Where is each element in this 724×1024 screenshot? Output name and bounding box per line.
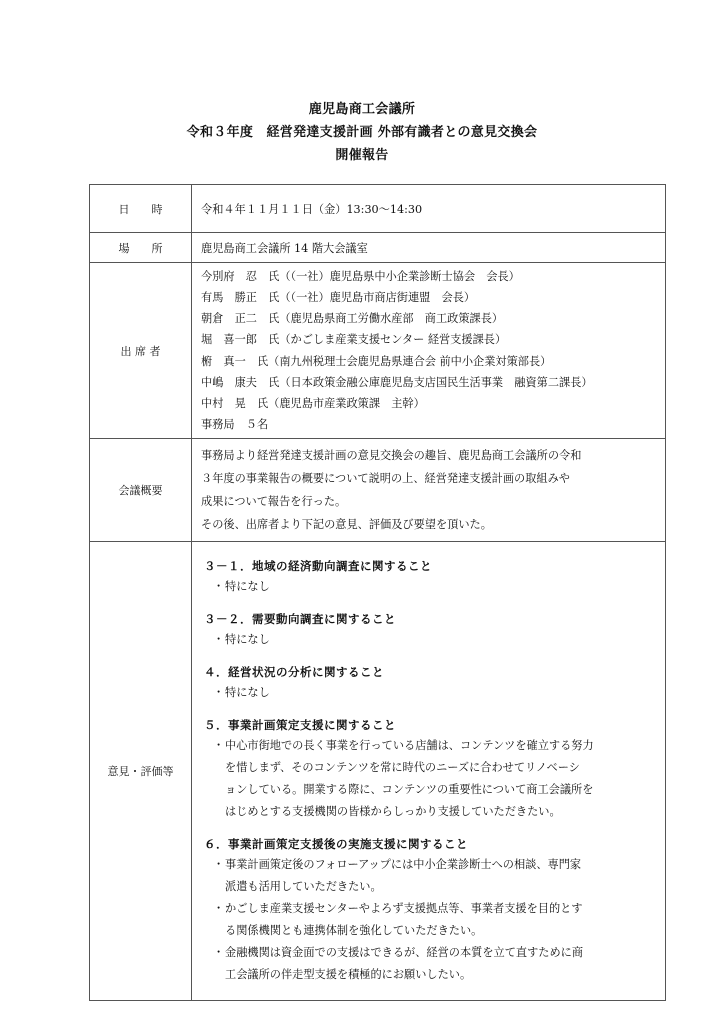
attendee-line: 今別府 忍 氏（（一社）鹿児島県中小企業診断士協会 会長） [201, 269, 520, 283]
summary-text [192, 439, 666, 542]
place-value: 鹿児島商工会議所 14 階大会議室 [192, 233, 666, 263]
summary-row [90, 439, 666, 542]
opinion-text-line: 特になし [225, 633, 270, 646]
summary-line: 成果について報告を行った。 [201, 495, 347, 508]
report-title: 令和３年度 経営発達支援計画 外部有識者との意見交換会 [186, 125, 538, 140]
opinion-item [201, 576, 661, 598]
opinion-text-line: ョンしている。開業する際に、コンテンツの重要性について商工会議所を [225, 783, 594, 796]
opinion-text-line: 事業計画策定後のフォローアップには中小企業診断士への相談、専門家 [225, 858, 582, 871]
opinion-text-line: る関係機関とも連携体制を強化していただきたい。 [225, 924, 483, 937]
opinion-section [201, 556, 661, 598]
attendee-line: 中村 晃 氏（鹿児島市産業政策課 主幹） [201, 396, 425, 410]
section-heading: ６．事業計画策定支援後の実施支援に関すること [204, 837, 468, 851]
opinion-sections [201, 545, 661, 986]
bullet-marker: ・ [213, 580, 225, 593]
summary-line: その後、出席者より下記の意見、評価及び要望を頂いた。 [201, 518, 492, 531]
opinion-item [201, 854, 661, 898]
date-value: 令和４年１１月１１日（金）13:30〜14:30 [192, 185, 666, 233]
section-heading: ３－１．地域の経済動向調査に関すること [204, 559, 432, 573]
opinion-text-line: はじめとする支援機関の皆様からしっかり支援していただきたい。 [225, 805, 561, 818]
opinion-item [201, 682, 661, 704]
opinion-item-text [225, 576, 655, 598]
opinion-text-line: 特になし [225, 686, 270, 699]
report-table [89, 184, 666, 1001]
attendees-row [90, 263, 666, 439]
section-heading: ３－２．需要動向調査に関すること [204, 612, 396, 626]
bullet-marker: ・ [213, 902, 225, 915]
attendee-line: 椨 真一 氏（南九州税理士会鹿児島県連合会 前中小企業対策部長） [201, 354, 552, 368]
attendee-line: 朝倉 正二 氏（鹿児島県商工労働水産部 商工政策課長） [201, 312, 504, 326]
date-row [90, 185, 666, 233]
attendees-label: 出 席 者 [90, 263, 192, 439]
section-heading: ４．経営状況の分析に関すること [204, 665, 384, 679]
bullet-marker: ・ [213, 633, 225, 646]
opinion-item-text [225, 735, 655, 823]
attendees-list [192, 263, 666, 439]
opinion-item [201, 735, 661, 823]
place-label: 場 所 [90, 233, 192, 263]
opinion-item-text [225, 898, 655, 942]
attendee-line: 堀 喜一郎 氏（かごしま産業支援センター 経営支援課長） [201, 333, 507, 347]
report-subtitle: 開催報告 [335, 148, 389, 163]
opinion-text-line: 派遣も活用していただきたい。 [225, 880, 382, 893]
section-heading: ５．事業計画策定支援に関すること [204, 718, 396, 732]
opinion-item [201, 898, 661, 942]
opinion-item-text [225, 942, 655, 986]
summary-label: 会議概要 [90, 439, 192, 542]
attendee-line: 中嶋 康夫 氏（日本政策金融公庫鹿児島支店国民生活事業 融資第二課長） [201, 375, 593, 389]
opinion-section [201, 609, 661, 651]
opinion-text-line: 金融機関は資金面での支援はできるが、経営の本質を立て直すために商 [225, 946, 584, 959]
opinion-text-line: を惜しまず、そのコンテンツを常に時代のニーズに合わせてリノベーシ [225, 761, 580, 774]
report-header [0, 98, 724, 167]
organization-name: 鹿児島商工会議所 [308, 102, 416, 117]
bullet-marker: ・ [213, 739, 225, 752]
attendee-line: 事務局 ５名 [201, 418, 269, 432]
opinion-item-text [225, 854, 655, 898]
opinion-section [201, 834, 661, 986]
opinions-content [192, 542, 666, 1001]
attendee-line: 有馬 勝正 氏（（一社）鹿児島市商店街連盟 会長） [201, 290, 476, 304]
opinion-section [201, 715, 661, 823]
bullet-marker: ・ [213, 858, 225, 871]
bullet-marker: ・ [213, 686, 225, 699]
date-label: 日 時 [90, 185, 192, 233]
summary-line: 事務局より経営発達支援計画の意見交換会の趣旨、鹿児島商工会議所の令和 [201, 449, 582, 462]
opinion-item [201, 629, 661, 651]
opinion-item-text [225, 629, 655, 651]
bullet-marker: ・ [213, 946, 225, 959]
opinion-item [201, 942, 661, 986]
summary-line: ３年度の事業報告の概要について説明の上、経営発達支援計画の取組みや [201, 472, 570, 485]
opinion-text-line: 中心市街地での長く事業を行っている店舗は、コンテンツを確立する努力 [225, 739, 594, 752]
opinion-text-line: 特になし [225, 580, 270, 593]
opinion-text-line: かごしま産業支援センターやよろず支援拠点等、事業者支援を目的とす [225, 902, 583, 915]
opinion-text-line: 工会議所の伴走型支援を積極的にお願いしたい。 [225, 968, 472, 981]
place-row [90, 233, 666, 263]
opinion-item-text [225, 682, 655, 704]
opinions-label: 意見・評価等 [90, 542, 192, 1001]
opinion-section [201, 662, 661, 704]
opinions-row [90, 542, 666, 1001]
